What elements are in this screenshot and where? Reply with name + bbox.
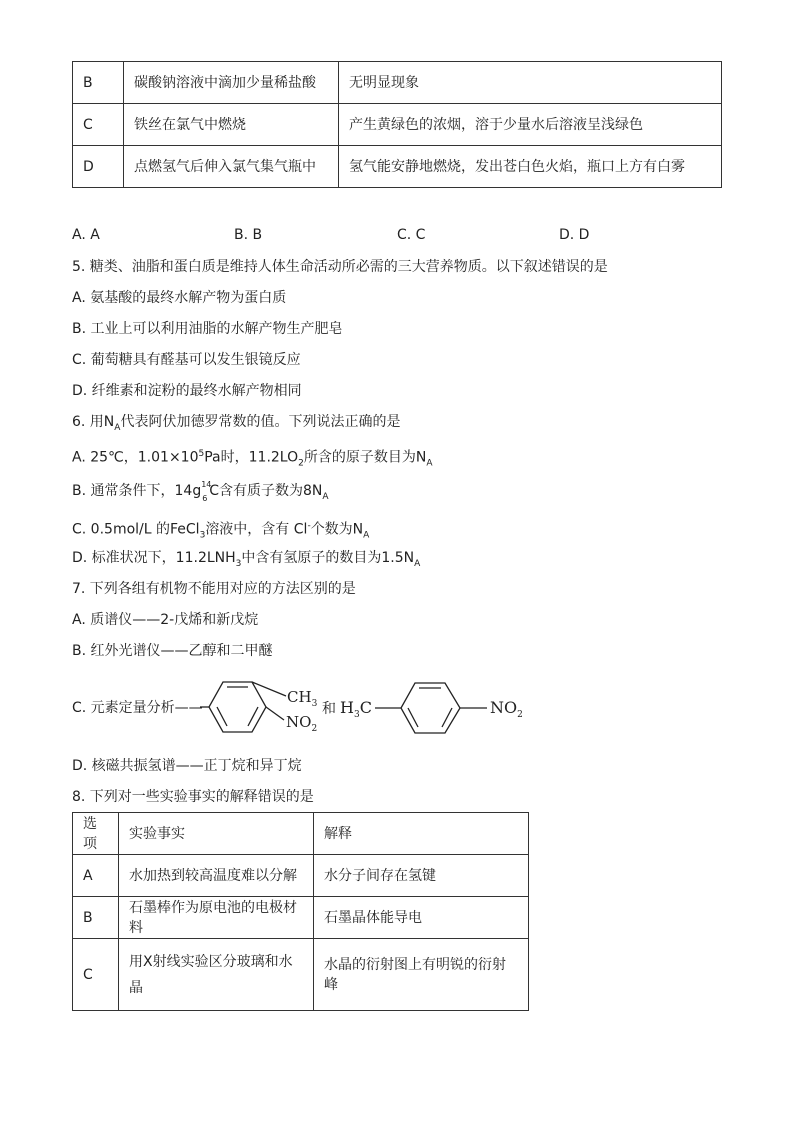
q4-option-c: C. C bbox=[397, 227, 426, 243]
table-row bbox=[73, 939, 529, 1011]
row-explain: 水分子间存在氢键 bbox=[314, 855, 529, 897]
row-result: 产生黄绿色的浓烟，溶于少量水后溶液呈浅绿色 bbox=[339, 104, 722, 146]
row-label: C bbox=[73, 939, 119, 1011]
header-explain: 解释 bbox=[314, 813, 529, 855]
table-row bbox=[73, 104, 722, 146]
q6-option-b: B. 通常条件下，14g 14 6 C含有质子数为$8N_A$ bbox=[72, 480, 329, 503]
q7-option-a: A. 质谱仪——2-戊烯和新戊烷 bbox=[72, 612, 259, 628]
row-result: 无明显现象 bbox=[339, 62, 722, 104]
q5-option-d: D. 纤维素和淀粉的最终水解产物相同 bbox=[72, 383, 302, 399]
q5-option-c: C. 葡萄糖具有醛基可以发生银镜反应 bbox=[72, 352, 301, 368]
row-fact: 水加热到较高温度难以分解 bbox=[119, 855, 314, 897]
row-fact: 石墨棒作为原电池的电极材料 bbox=[119, 897, 314, 939]
q4-option-a: A. A bbox=[72, 227, 100, 243]
row-result: 氢气能安静地燃烧，发出苍白色火焰，瓶口上方有白雾 bbox=[339, 146, 722, 188]
q7-option-d: D. 核磁共振氢谱——正丁烷和异丁烷 bbox=[72, 758, 302, 774]
row-action: 点燃氢气后伸入氯气集气瓶中 bbox=[124, 146, 339, 188]
q7-stem: 7. 下列各组有机物不能用对应的方法区别的是 bbox=[72, 581, 356, 597]
q4-option-d: D. D bbox=[559, 227, 590, 243]
q6-option-c: C. 0.5mol/L 的FeCl$_3$溶液中，含有 Cl-个数为$N_A$ bbox=[72, 521, 370, 541]
q5-option-a: A. 氨基酸的最终水解产物为蛋白质 bbox=[72, 290, 287, 306]
q7-option-b: B. 红外光谱仪——乙醇和二甲醚 bbox=[72, 643, 273, 659]
row-explain: 石墨晶体能导电 bbox=[314, 897, 529, 939]
row-label: B bbox=[73, 62, 124, 104]
q5-stem: 5. 糖类、油脂和蛋白质是维持人体生命活动所必需的三大营养物质。以下叙述错误的是 bbox=[72, 259, 608, 275]
q8-stem: 8. 下列对一些实验事实的解释错误的是 bbox=[72, 789, 314, 805]
isotope-notation: 14 6 bbox=[201, 480, 212, 503]
q4-table bbox=[72, 61, 722, 188]
no2-para-label: $NO_2$ bbox=[490, 698, 523, 721]
row-explain: 水晶的衍射图上有明锐的衍射峰 bbox=[314, 939, 529, 1011]
q5-option-b: B. 工业上可以利用油脂的水解产物生产肥皂 bbox=[72, 321, 343, 337]
q6-option-d: D. 标准状况下，$11.2LNH_3$中含有氢原子的数目为$1.5N_A$ bbox=[72, 550, 421, 569]
table-header-row bbox=[73, 813, 529, 855]
row-action: 碳酸钠溶液中滴加少量稀盐酸 bbox=[124, 62, 339, 104]
row-label: D bbox=[73, 146, 124, 188]
p-nitrotoluene-structure bbox=[375, 680, 495, 740]
row-action: 铁丝在氯气中燃烧 bbox=[124, 104, 339, 146]
table-row bbox=[73, 897, 529, 939]
row-label: A bbox=[73, 855, 119, 897]
table-row bbox=[73, 146, 722, 188]
no2-label: $NO_2$ bbox=[286, 713, 318, 734]
table-row bbox=[73, 62, 722, 104]
h3c-label: $H_3C$ bbox=[340, 698, 372, 721]
table-row bbox=[73, 855, 529, 897]
q8-table bbox=[72, 812, 529, 1011]
q4-option-b: B. B bbox=[234, 227, 263, 243]
q7-option-c-label: C. 元素定量分析—— bbox=[72, 700, 203, 716]
ch3-label: $CH_3$ bbox=[287, 688, 318, 709]
q6-option-a: A. 25℃，$1.01\times 10^5Pa$时，$11.2LO_2$所含的原子数目为$N_A$ bbox=[72, 449, 433, 469]
header-option: 选项 bbox=[73, 813, 119, 855]
row-fact: 用X射线实验区分玻璃和水晶 bbox=[119, 939, 314, 1011]
row-label: B bbox=[73, 897, 119, 939]
header-fact: 实验事实 bbox=[119, 813, 314, 855]
row-label: C bbox=[73, 104, 124, 146]
q6-stem: 6. 用$N_A$代表阿伏加德罗常数的值。下列说法正确的是 bbox=[72, 414, 401, 433]
and-text: 和 bbox=[322, 701, 336, 717]
